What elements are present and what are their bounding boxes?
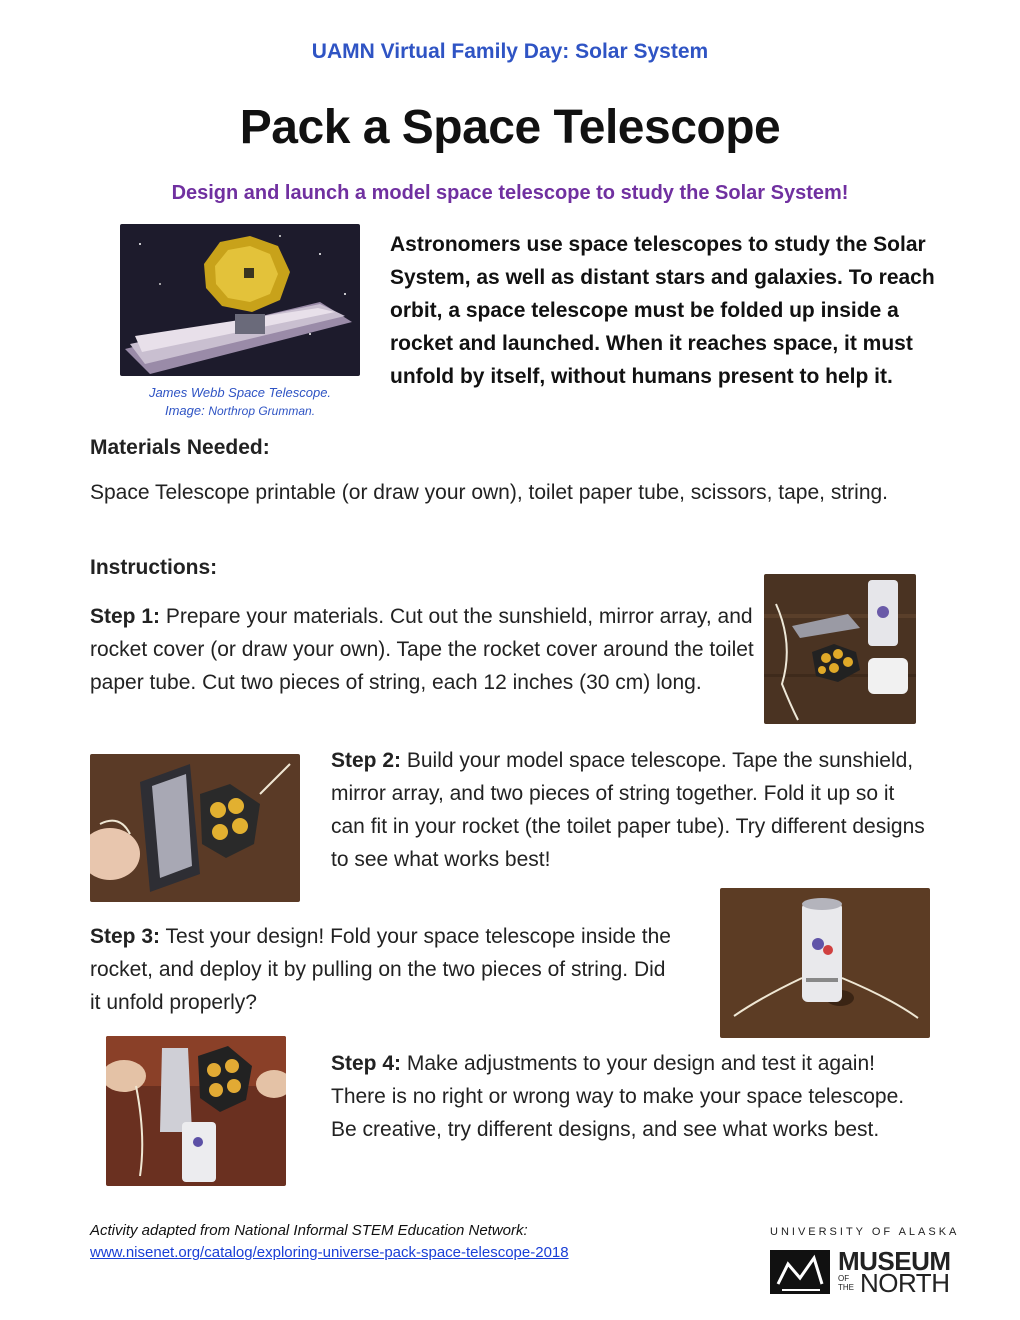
step-1-label: Step 1: bbox=[90, 605, 161, 628]
step-3-text: Test your design! Fold your space telescope inside the rocket, and deploy it by pulling on the two pieces of string. Did it unfold properly? bbox=[90, 925, 671, 1014]
step-1 bbox=[90, 600, 760, 699]
step-1-text: Prepare your materials. Cut out the sunshield, mirror array, and rocket cover (or draw your own). Tape the rocket cover around the toilet paper tube. Cut two pieces of string, each 12 inches (30 cm) long. bbox=[90, 605, 754, 694]
logo-museum: MUSEUM bbox=[838, 1246, 951, 1276]
materials-text: Space Telescope printable (or draw your own), toilet paper tube, scissors, tape, string. bbox=[90, 481, 889, 504]
page-title: Pack a Space Telescope bbox=[239, 101, 781, 154]
source-link[interactable]: www.nisenet.org/catalog/exploring-universe-pack-space-telescope-2018 bbox=[90, 1244, 569, 1261]
step-4 bbox=[331, 1047, 931, 1146]
logo-north: NORTH bbox=[860, 1268, 950, 1298]
caption-title: James Webb Space Telescope. bbox=[148, 385, 332, 400]
caption-credit-prefix: Image: bbox=[164, 403, 205, 418]
logo-of-the bbox=[838, 1274, 854, 1292]
step-4-text: Make adjustments to your design and test it again! There is no right or wrong way to make your space telescope. Be creative, try different designs, and see what works best. bbox=[331, 1052, 905, 1141]
step-1-photo bbox=[764, 574, 916, 724]
logo-university: UNIVERSITY OF ALASKA bbox=[770, 1226, 960, 1238]
step-3 bbox=[90, 920, 680, 1019]
step-2-text: Build your model space telescope. Tape the sunshield, mirror array, and two pieces of string together. Fold it up so it can fit in your rocket (the toilet paper tube). Try different designs to see what works best! bbox=[331, 749, 925, 871]
jwst-photo bbox=[120, 224, 360, 376]
step-2-label: Step 2: bbox=[331, 749, 402, 772]
logo-the: THE bbox=[838, 1283, 854, 1292]
page-subtitle: Design and launch a model space telescope to study the Solar System! bbox=[171, 182, 849, 204]
step-3-label: Step 3: bbox=[90, 925, 161, 948]
jwst-caption bbox=[110, 384, 370, 420]
step-4-photo bbox=[106, 1036, 286, 1186]
step-2 bbox=[331, 744, 931, 876]
caption-credit: Northrop Grumman. bbox=[208, 404, 316, 418]
step-4-label: Step 4: bbox=[331, 1052, 402, 1075]
event-title: UAMN Virtual Family Day: Solar System bbox=[311, 40, 709, 63]
instructions-heading: Instructions: bbox=[90, 556, 218, 579]
museum-logo-icon bbox=[770, 1250, 830, 1294]
step-3-photo bbox=[720, 888, 930, 1038]
caption-credit-line bbox=[110, 402, 370, 420]
intro-paragraph: Astronomers use space telescopes to study the Solar System, as well as distant stars and galaxies. To reach orbit, a space telescope must be folded up inside a rocket and launched. When it reaches space, it must unfold by itself, without humans present to help it. bbox=[390, 233, 935, 388]
attribution-note: Activity adapted from National Informal STEM Education Network: bbox=[90, 1222, 528, 1239]
logo-of: OF bbox=[838, 1274, 850, 1283]
materials-heading: Materials Needed: bbox=[90, 436, 270, 459]
step-2-photo bbox=[90, 754, 300, 902]
